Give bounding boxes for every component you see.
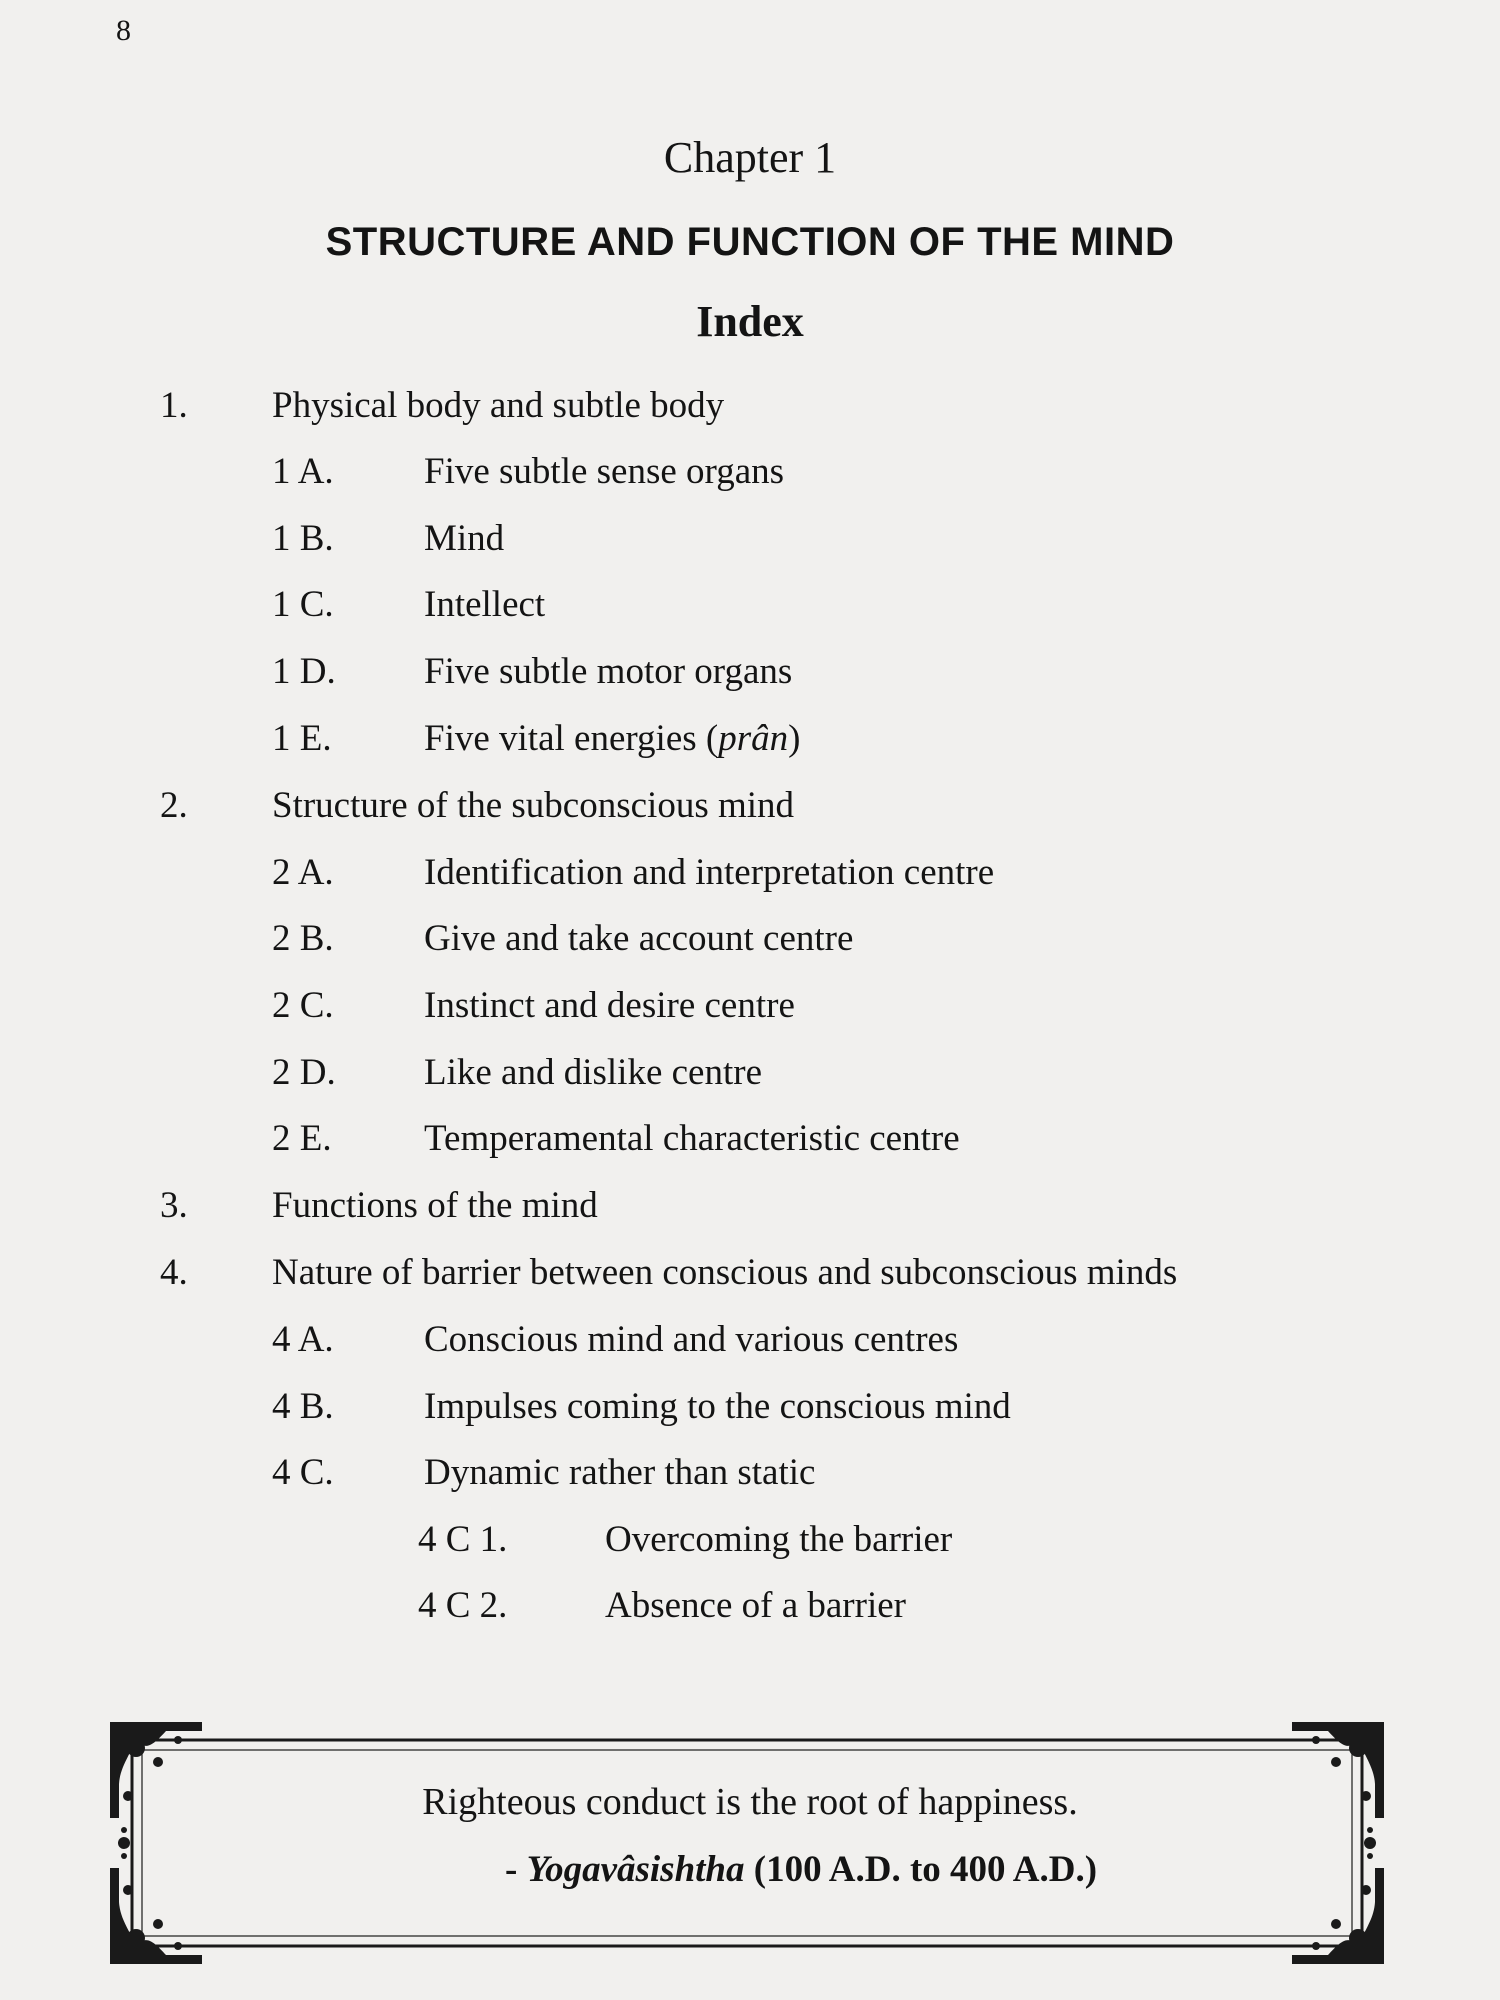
toc-text: Like and dislike centre — [424, 1052, 763, 1093]
toc-number: 4 A. — [272, 1319, 334, 1360]
toc-number: 1 E. — [272, 718, 332, 759]
toc-text: Functions of the mind — [272, 1185, 598, 1226]
toc-number: 2 C. — [272, 985, 334, 1026]
toc-text: Structure of the subconscious mind — [272, 785, 795, 826]
index-heading: Index — [696, 297, 804, 346]
toc-text-italic: prân — [718, 718, 789, 759]
toc-text: Instinct and desire centre — [424, 985, 795, 1026]
toc-text: Five subtle sense organs — [424, 451, 785, 492]
toc-text: Impulses coming to the conscious mind — [424, 1386, 1011, 1427]
frame-outer-line — [132, 1740, 1362, 1946]
quote-work: Yogavâsishtha — [526, 1849, 745, 1890]
toc-text: Physical body and subtle body — [272, 385, 725, 426]
toc-number: 2. — [160, 785, 188, 826]
ornamental-border — [106, 1718, 1388, 1968]
page-number: 8 — [116, 14, 131, 47]
toc-number: 4 B. — [272, 1386, 334, 1427]
toc-number: 1 A. — [272, 451, 334, 492]
chapter-title: STRUCTURE AND FUNCTION OF THE MIND — [325, 220, 1175, 264]
toc-number: 1 B. — [272, 518, 334, 559]
toc-text: Dynamic rather than static — [424, 1452, 816, 1493]
toc-text: Mind — [424, 518, 505, 559]
toc-number: 4 C. — [272, 1452, 334, 1493]
toc-text: Absence of a barrier — [605, 1585, 906, 1626]
quote-text: Righteous conduct is the root of happiness. — [422, 1781, 1078, 1823]
quote-dash: - — [505, 1849, 527, 1890]
corner-ornament-bottom-left — [110, 1868, 202, 1964]
toc-text: Conscious mind and various centres — [424, 1319, 959, 1360]
toc-number: 4. — [160, 1252, 188, 1293]
toc-number: 2 A. — [272, 852, 334, 893]
toc-text: Identification and interpretation centre — [424, 852, 995, 893]
toc-number: 2 B. — [272, 918, 334, 959]
frame-inner-line — [142, 1750, 1352, 1936]
toc-number: 1. — [160, 385, 188, 426]
toc-number: 1 D. — [272, 651, 336, 692]
toc-text: Five subtle motor organs — [424, 651, 793, 692]
toc-number: 2 D. — [272, 1052, 336, 1093]
toc-text: Intellect — [424, 584, 546, 625]
toc-number: 2 E. — [272, 1118, 332, 1159]
toc-text-main: Five vital energies — [424, 718, 697, 759]
toc-text: Temperamental characteristic centre — [424, 1118, 960, 1159]
toc-text: Overcoming the barrier — [605, 1519, 953, 1560]
quote-source — [505, 1848, 1097, 1891]
toc-text: Nature of barrier between conscious and subconscious minds — [272, 1252, 1178, 1293]
corner-ornament-bottom-right — [1292, 1868, 1384, 1964]
chapter-label: Chapter 1 — [663, 133, 837, 182]
toc-number: 1 C. — [272, 584, 334, 625]
toc-text: Five vital energies (prân) — [424, 718, 801, 759]
toc-number: 3. — [160, 1185, 188, 1226]
quote-date: (100 A.D. to 400 A.D.) — [744, 1849, 1098, 1890]
toc-number: 4 C 2. — [418, 1585, 508, 1626]
quote-frame — [106, 1718, 1388, 1968]
toc-number: 4 C 1. — [418, 1519, 508, 1560]
toc-text: Give and take account centre — [424, 918, 854, 959]
corner-ornaments — [110, 1722, 1384, 1964]
